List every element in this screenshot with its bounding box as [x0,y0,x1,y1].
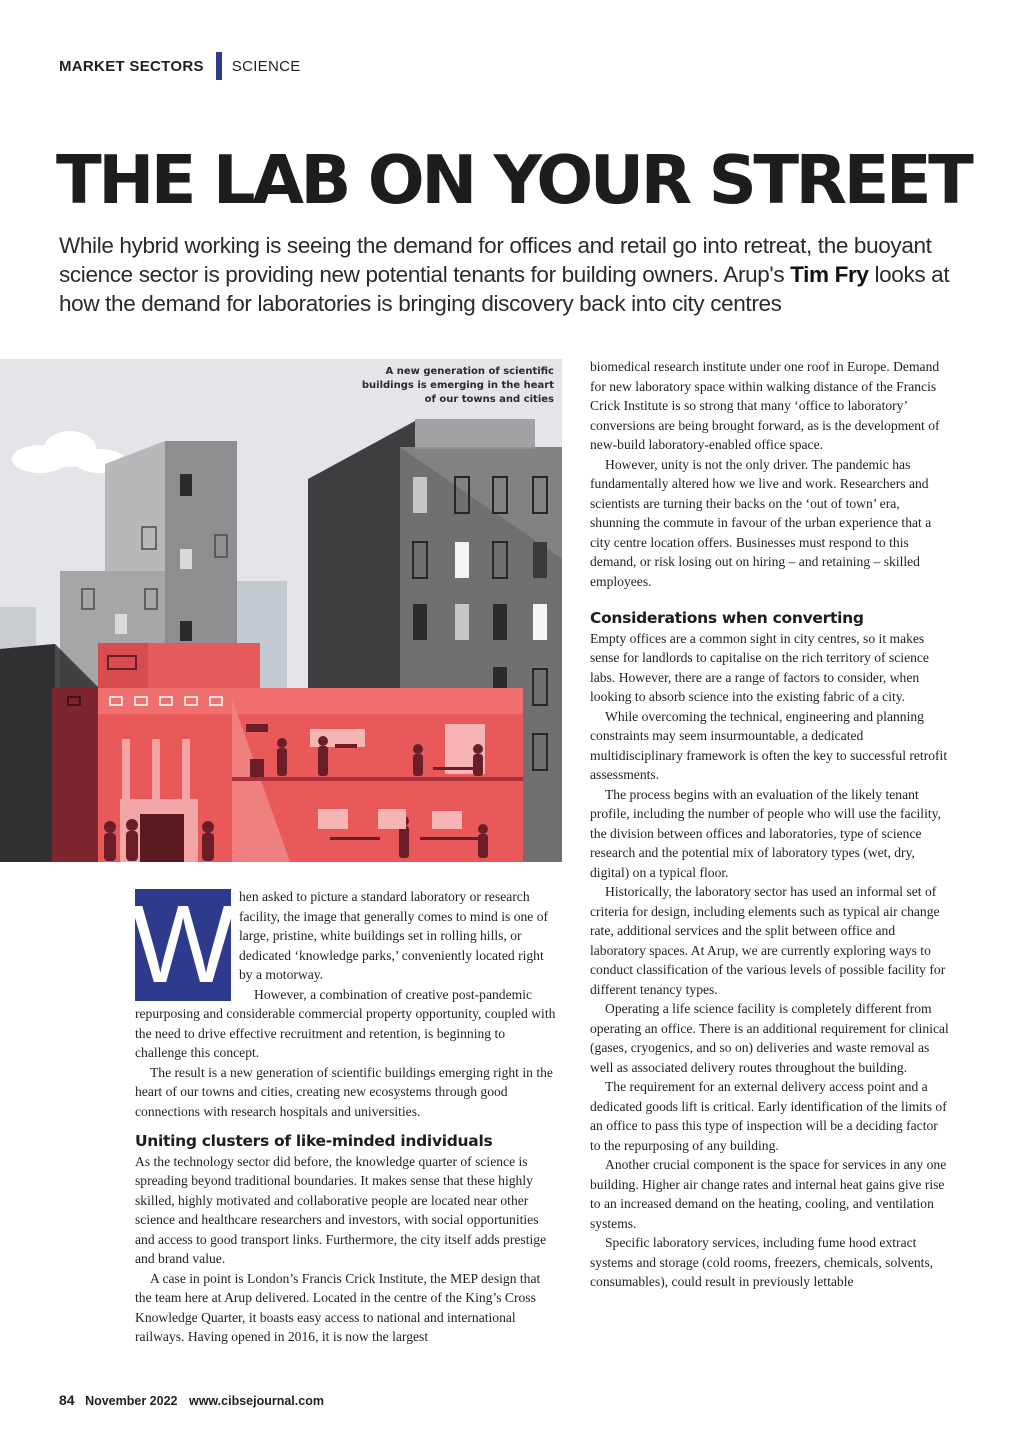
body-column-right [590,357,950,1292]
issue-date: November 2022 [85,1394,178,1408]
standfirst-text-1: While hybrid working is seeing the demand for offices and retail go into retreat, the buoyant science sector is providing new potential tenants for building owners. Arup's [59,233,932,287]
drop-cap: W [131,883,235,1006]
body-paragraph: The result is a new generation of scientific buildings emerging right in the heart of our towns and cities, creating new ecosystems through good connections with research hospitals and universities. [135,1064,553,1119]
page-footer [59,1392,324,1408]
city-lab-illustration [0,359,562,862]
subheading-uniting-clusters: Uniting clusters of like-minded individuals [135,1132,493,1150]
body-paragraph: As the technology sector did before, the knowledge quarter of science is spreading beyond traditional boundaries. It makes sense that these highly skilled, highly motivated and collaborative people are located near other science and healthcare researchers and investors, with social opportunities and access to good transport links. Furthermore, the city itself adds prestige and brand value. [135,1153,547,1266]
body-paragraph: Specific laboratory services, including fume hood extract systems and storage (cold rooms, freezers, chemicals, solvents, consumables), could result in previously lettable [590,1235,934,1289]
page-number: 84 [59,1392,75,1408]
standfirst [59,231,959,318]
body-paragraph: Operating a life science facility is completely different from operating an office. There is an additional requirement for clinical (gases, cryogenics, and so on) deliveries and waste removal as well as associated delivery routes throughout the building. [590,1001,949,1075]
body-paragraph: While overcoming the technical, engineering and planning constraints may seem insurmountable, a dedicated multidisciplinary framework is often the key to successful retrofit assessments. [590,708,948,782]
intro-paragraph: hen asked to picture a standard laboratory or research facility, the image that generally comes to mind is one of large, pristine, white buildings set in rolling hills, or dedicated ‘knowledge parks,’ conveniently located right by a motorway. [239,889,549,982]
body-paragraph: The requirement for an external delivery access point and a dedicated goods lift is critical. Early identification of the limits of an office to pass this type of inspection will be a deciding factor to the repurposing of any building. [590,1079,947,1153]
body-paragraph: A case in point is London’s Francis Crick Institute, the MEP design that the team here at Arup delivered. Located in the centre of the King’s Cross Knowledge Quarter, it boasts easy access to national and international railways. Having opened in 2016, it is now the largest [135,1270,541,1344]
body-column-left [131,883,558,1347]
subheading-considerations: Considerations when converting [590,609,864,627]
illustration-caption: A new generation of scientific buildings is emerging in the heart of our towns and cities [361,366,554,405]
body-paragraph: Another crucial component is the space for services in any one building. Higher air change rates and internal heat gains give rise to an increased demand on the heating, cooling, and ventilation systems. [590,1157,947,1231]
body-paragraph: The process begins with an evaluation of the likely tenant profile, including the number of people who will use the facility, the division between offices and laboratories, type of science research and the potential mix of laboratory types (wet, dry, digital) on a typical floor. [590,786,941,880]
body-paragraph: Historically, the laboratory sector has used an informal set of criteria for design, including elements such as typical air change rate, additional services and the split between office and laboratory spaces. At Arup, we are currently exploring ways to conduct classification of the various levels of possible facility for different tenancy types. [590,884,946,997]
author-name: Tim Fry [790,262,869,287]
city-illustration-graphic [0,359,562,862]
article-title: THE LAB ON YOUR STREET [56,141,971,219]
website-link[interactable]: www.cibsejournal.com [188,1394,324,1408]
standfirst-text-2: looks at how the demand for laboratories is bringing discovery back into city centres [59,262,950,316]
header-divider [216,52,222,80]
section-header [59,55,301,77]
body-paragraph: Empty offices are a common sight in city centres, so it makes sense for landlords to capitalise on the rich territory of science labs. However, there are a range of factors to consider, when looking to absorb science into the existing fabric of a city. [590,630,929,704]
body-paragraph: However, unity is not the only driver. The pandemic has fundamentally altered how we live and work. Researchers and scientists are turning their backs on the ‘out of town’ era, shunning the commute in favour of the urban experience that a city centre location offers. Businesses must respond to this demand, or risk losing out on hiring – and retaining – skilled employees. [590,456,932,589]
body-paragraph: However, a combination of creative post-pandemic repurposing and considerable commercial property opportunity, coupled with the need to drive effective recruitment and retention, is beginning to challenge this concept. [135,986,556,1060]
section-label: SCIENCE [231,57,301,75]
market-sectors-label: MARKET SECTORS [59,57,204,75]
body-paragraph: biomedical research institute under one roof in Europe. Demand for new laboratory space within walking distance of the Francis Crick Institute is so strong that many ‘office to laboratory’ conversions are being brought forward, as is the development of new-build laboratory-enabled office space. [590,359,940,452]
